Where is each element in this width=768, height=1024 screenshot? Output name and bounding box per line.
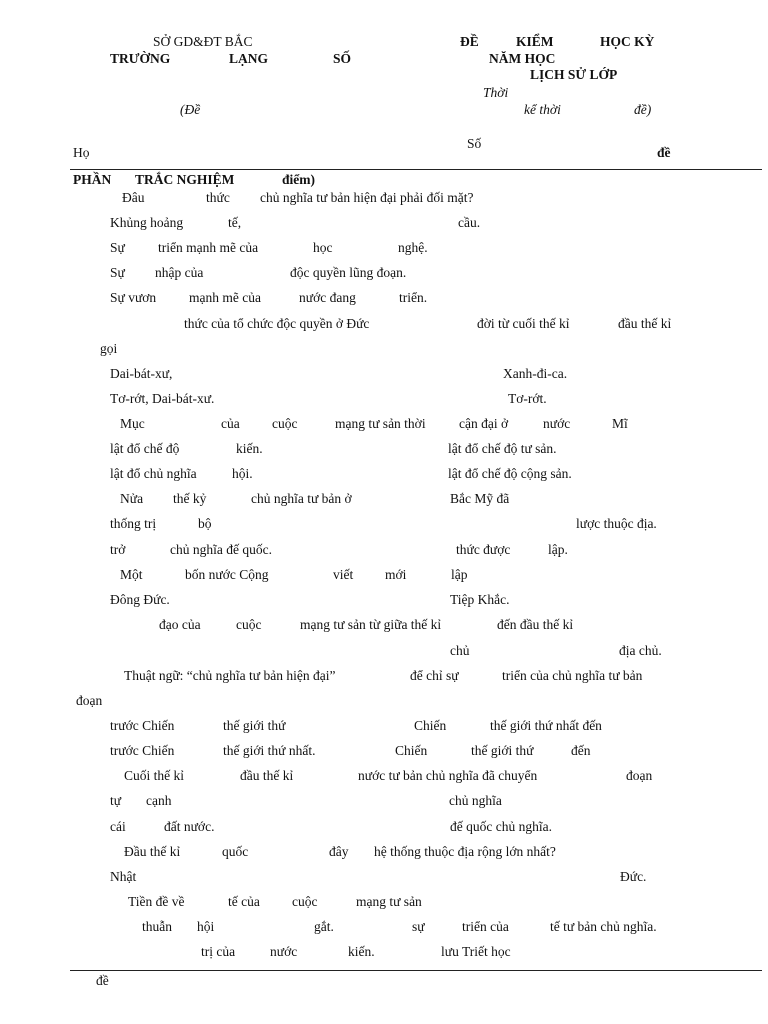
question-text-fragment: đến <box>571 743 591 758</box>
question-text-fragment: Thuật ngữ: “chủ nghĩa tư bản hiện đại” <box>124 668 336 683</box>
question-text-fragment: tự <box>110 793 122 808</box>
question-text-fragment: thế kỷ <box>173 491 207 506</box>
question-text-fragment: đạo của <box>159 617 201 632</box>
question-text-fragment: cuộc <box>292 894 318 909</box>
question-text-fragment: đoạn <box>626 768 653 783</box>
question-text-fragment: tế tư bản chủ nghĩa. <box>550 919 657 934</box>
question-text-fragment: tế, <box>228 215 242 230</box>
question-text-fragment: Sự <box>110 265 125 280</box>
question-text-fragment: cái <box>110 819 126 834</box>
question-text-fragment: đoạn <box>76 693 103 708</box>
question-text-fragment: đây <box>329 844 349 859</box>
question-text-fragment: nước đang <box>299 290 356 305</box>
question-text-fragment: lật đổ chủ nghĩa <box>110 466 197 481</box>
question-text-fragment: Đầu thế kỉ <box>124 844 181 859</box>
question-text-fragment: Mục <box>120 416 145 431</box>
question-text-fragment: cuộc <box>272 416 298 431</box>
question-text-fragment: Nửa <box>120 491 144 506</box>
top-divider <box>70 169 762 170</box>
question-text-fragment: cận đại ở <box>459 416 509 431</box>
question-text-fragment: trở <box>110 542 126 557</box>
question-text-fragment: mạnh mẽ của <box>189 290 261 305</box>
question-text-fragment: thức của tổ chức độc quyền ở Đức <box>184 316 370 331</box>
section-title-part1: PHẦN <box>73 172 112 187</box>
question-text-fragment: mạng tư sản <box>356 894 422 909</box>
question-text-fragment: nhập của <box>155 265 204 280</box>
question-text-fragment: lược thuộc địa. <box>576 516 657 531</box>
question-text-fragment: gắt. <box>314 919 334 934</box>
question-text-fragment: Tơ-rớt. <box>508 391 547 406</box>
note-middle: kể thời <box>524 102 561 117</box>
school-dept: SỞ GD&ĐT BẮC <box>153 34 253 49</box>
question-text-fragment: lật đổ chế độ <box>110 441 180 456</box>
question-text-fragment: thế giới thứ nhất. <box>223 743 316 758</box>
question-text-fragment: Chiến <box>414 718 447 733</box>
section-title-part3: điểm) <box>282 172 315 187</box>
question-text-fragment: Tiệp Khắc. <box>450 592 510 607</box>
question-text-fragment: thống trị <box>110 516 157 531</box>
question-text-fragment: Xanh-đi-ca. <box>503 366 568 381</box>
question-text-fragment: thức được <box>456 542 511 557</box>
time-label: Thời <box>483 85 509 100</box>
question-text-fragment: Dai-bát-xư, <box>110 366 173 381</box>
question-text-fragment: nghệ. <box>398 240 428 255</box>
question-text-fragment: nước tư bản chủ nghĩa đã chuyển <box>358 768 538 783</box>
question-text-fragment: lập. <box>548 542 568 557</box>
question-text-fragment: thế giới thứ <box>223 718 286 733</box>
question-text-fragment: đến đầu thế kỉ <box>497 617 574 632</box>
question-text-fragment: kiến. <box>236 441 263 456</box>
question-text-fragment: đầu thế kỉ <box>618 316 672 331</box>
question-text-fragment: đế quốc chủ nghĩa. <box>450 819 552 834</box>
question-text-fragment: thức <box>206 190 230 205</box>
question-text-fragment: bộ <box>198 516 212 531</box>
question-text-fragment: triển của chủ nghĩa tư bản <box>502 668 643 683</box>
question-text-fragment: viết <box>333 567 354 582</box>
question-text-fragment: kiến. <box>348 944 375 959</box>
note-open: (Đề <box>180 102 201 117</box>
question-text-fragment: Sự <box>110 240 125 255</box>
question-text-fragment: Tiền đề về <box>128 894 185 909</box>
question-text-fragment: đời từ cuối thế kỉ <box>477 316 570 331</box>
question-text-fragment: bốn nước Cộng <box>185 567 269 582</box>
question-text-fragment: triển mạnh mẽ của <box>158 240 259 255</box>
question-text-fragment: học <box>313 240 333 255</box>
name-label: Họ <box>73 145 90 160</box>
question-text-fragment: chủ nghĩa tư bản ở <box>251 491 352 506</box>
question-text-fragment: cạnh <box>146 793 172 808</box>
question-text-fragment: cầu. <box>458 215 481 230</box>
question-text-fragment: lật đổ chế độ tư sản. <box>448 441 557 456</box>
question-text-fragment: Mĩ <box>612 416 628 431</box>
question-text-fragment: trước Chiến <box>110 718 175 733</box>
school-name-part3: SỐ <box>333 51 352 66</box>
subject-title: LỊCH SỬ LỚP <box>530 67 618 82</box>
note-close: đề) <box>634 102 652 117</box>
exam-title-part1: ĐỀ <box>460 34 479 49</box>
section-title-part2: TRẮC NGHIỆM <box>135 172 235 187</box>
question-text-fragment: hệ thống thuộc địa rộng lớn nhất? <box>374 844 556 859</box>
question-text-fragment: mới <box>385 567 407 582</box>
question-text-fragment: lưu Triết học <box>441 944 511 959</box>
question-text-fragment: địa chủ. <box>619 643 662 658</box>
question-text-fragment: chủ nghĩa <box>449 793 502 808</box>
question-text-fragment: Đông Đức. <box>110 592 170 607</box>
question-text-fragment: gọi <box>100 341 118 356</box>
question-text-fragment: chủ nghĩa tư bản hiện đại phải đối mặt? <box>260 190 474 205</box>
question-text-fragment: Khủng hoảng <box>110 215 184 230</box>
question-text-fragment: Một <box>120 567 143 582</box>
question-text-fragment: trước Chiến <box>110 743 175 758</box>
question-text-fragment: Nhật <box>110 869 137 884</box>
question-text-fragment: thuẫn <box>142 919 172 934</box>
question-text-fragment: cuộc <box>236 617 262 632</box>
question-text-fragment: hội. <box>232 466 253 481</box>
exam-title-part3: HỌC KỲ <box>600 34 655 49</box>
question-text-fragment: đất nước. <box>164 819 215 834</box>
question-text-fragment: đầu thế kỉ <box>240 768 294 783</box>
question-text-fragment: Bắc Mỹ đã <box>450 491 510 506</box>
question-text-fragment: quốc <box>222 844 249 859</box>
question-text-fragment: của <box>221 416 240 431</box>
question-text-fragment: triển của <box>462 919 509 934</box>
question-text-fragment: thế giới thứ nhất đến <box>490 718 602 733</box>
question-text-fragment: độc quyền lũng đoạn. <box>290 265 407 280</box>
question-text-fragment: nước <box>543 416 571 431</box>
question-text-fragment: Cuối thế kỉ <box>124 768 184 783</box>
question-text-fragment: tế của <box>228 894 260 909</box>
exam-title-part2: KIỂM <box>516 34 554 49</box>
question-text-fragment: lật đổ chế độ cộng sản. <box>448 466 572 481</box>
question-text-fragment: Đâu <box>122 190 145 205</box>
question-text-fragment: chủ <box>450 643 470 658</box>
student-number-label: Số <box>467 136 482 151</box>
school-name-part1: TRƯỜNG <box>110 51 171 66</box>
question-text-fragment: thế giới thứ <box>471 743 534 758</box>
question-text-fragment: lập <box>451 567 468 582</box>
question-text-fragment: Chiến <box>395 743 428 758</box>
question-text-fragment: mạng tư sản thời <box>335 416 426 431</box>
school-year: NĂM HỌC <box>489 51 556 66</box>
footer-text: đề <box>96 973 109 988</box>
question-text-fragment: chủ nghĩa đế quốc. <box>170 542 272 557</box>
exam-code-label: đề <box>657 145 671 160</box>
question-text-fragment: hội <box>197 919 215 934</box>
question-text-fragment: trị của <box>201 944 236 959</box>
school-name-part2: LẠNG <box>229 51 269 66</box>
question-text-fragment: triển. <box>399 290 428 305</box>
bottom-divider <box>70 970 762 971</box>
question-text-fragment: để chỉ sự <box>410 668 459 683</box>
question-text-fragment: nước <box>270 944 298 959</box>
question-text-fragment: Tơ-rớt, Dai-bát-xư. <box>110 391 215 406</box>
question-text-fragment: mạng tư sản từ giữa thế kỉ <box>300 617 442 632</box>
question-text-fragment: sự <box>412 919 425 934</box>
question-text-fragment: Sự vươn <box>110 290 157 305</box>
question-text-fragment: Đức. <box>620 869 647 884</box>
